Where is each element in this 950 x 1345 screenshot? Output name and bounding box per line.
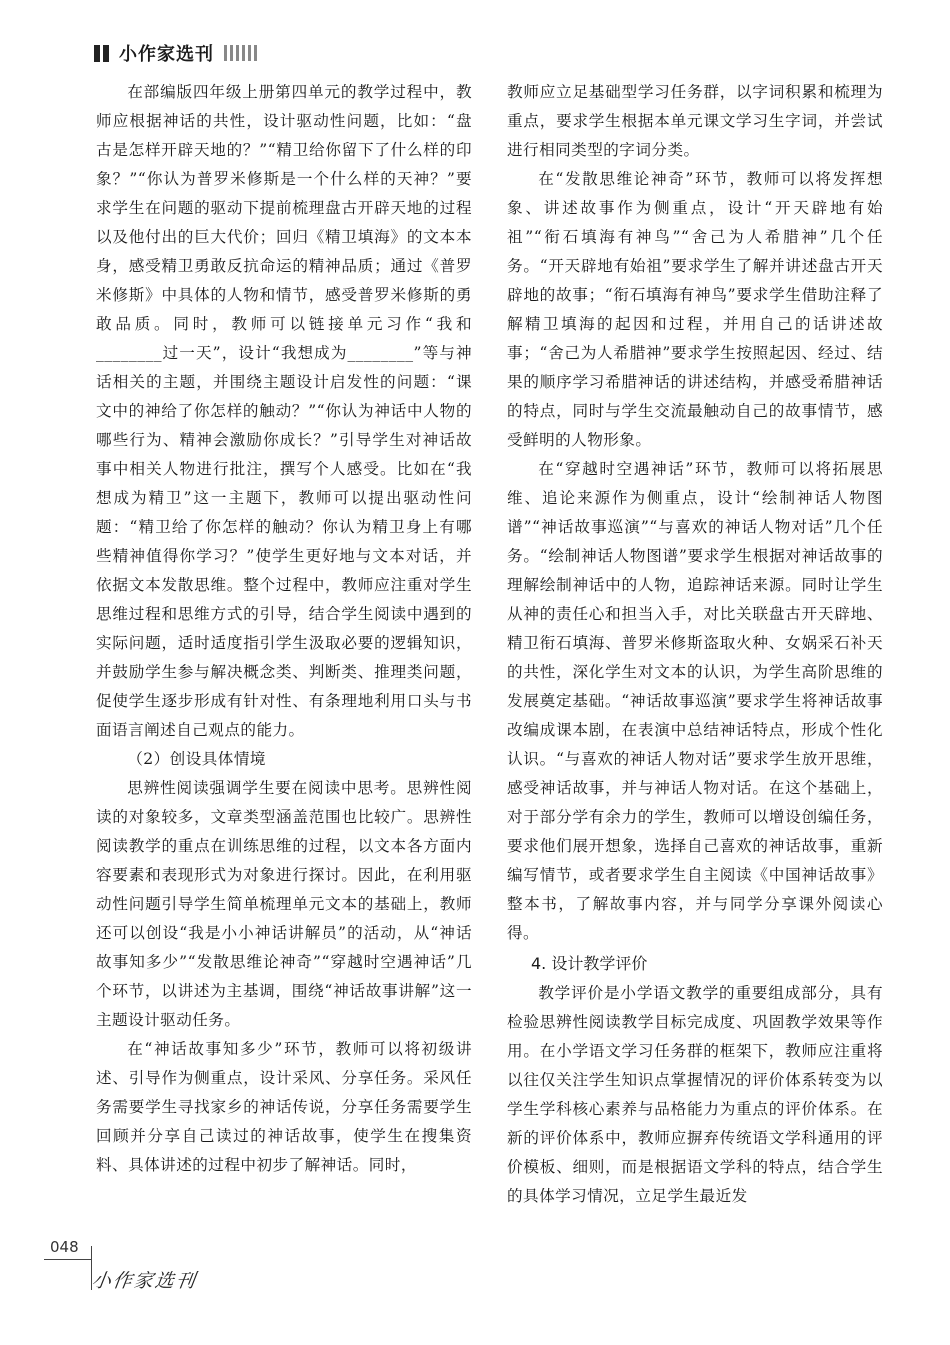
paragraph: 在“穿越时空遇神话”环节，教师可以将拓展思维、追论来源作为侧重点，设计“绘制神话人物图谱”“神话故事巡演”“与喜欢的神话人物对话”几个任务。“绘制神话人物图谱”要求学生根据对神话故事的理解绘制神话中的人物，追踪神话来源。同时让学生从神的责任心和担当入手，对比关联盘古开天辟地、精卫衔石填海、普罗米修斯盗取火种、女娲采石补天的共性，深化学生对文本的认识，为学生高阶思维的发展奠定基础。“神话故事巡演”要求学生将神话故事改编成课本剧，在表演中总结神话特点，形成个性化认识。“与喜欢的神话人物对话”要求学生放开思维，感受神话故事，并与神话人物对话。在这个基础上，对于部分学有余力的学生，教师可以增设创编任务，要求他们展开想象，选择自己喜欢的神话故事，重新编写情节，或者要求学生自主阅读《中国神话故事》整本书，了解故事内容，并与同学分享课外阅读心得。 xyxy=(507,460,883,942)
paragraph: 在“发散思维论神奇”环节，教师可以将发挥想象、讲述故事作为侧重点，设计“开天辟地有始祖”“衔石填海有神鸟”“舍己为人希腊神”几个任务。“开天辟地有始祖”要求学生了解并讲述盘古开天辟地的故事；“衔石填海有神鸟”要求学生借助注释了解精卫填海的起因和过程，并用自己的话讲述故事；“舍己为人希腊神”要求学生按照起因、经过、结果的顺序学习希腊神话的讲述结构，并感受希腊神话的特点，同时与学生交流最触动自己的故事情节，感受鲜明的人物形象。 xyxy=(507,170,883,449)
footer-rule xyxy=(44,1259,92,1260)
journal-title: 小作家选刊 xyxy=(119,44,214,65)
paragraph: 教师应立足基础型学习任务群，以字词积累和梳理为重点，要求学生根据本单元课文学习生字词，并尝试进行相同类型的字词分类。 xyxy=(507,83,883,159)
paragraph: 教学评价是小学语文教学的重要组成部分，具有检验思辨性阅读教学目标完成度、巩固教学效果等作用。在小学语文学习任务群的框架下，教师应注重将以往仅关注学生知识点掌握情况的评价体系转变为以学生学科核心素养与品格能力为重点的评价体系。在新的评价体系中，教师应摒弃传统语文学科通用的评价模板、细则，而是根据语文学科的特点，结合学生的具体学习情况，立足学生最近发 xyxy=(507,984,883,1205)
paragraph: 在“神话故事知多少”环节，教师可以将初级讲述、引导作为侧重点，设计采风、分享任务。采风任务需要学生寻找家乡的神话传说，分享任务需要学生回顾并分享自己读过的神话故事，使学生在搜集资料、具体讲述的过程中初步了解神话。同时， xyxy=(96,1040,472,1174)
section-heading: 4. 设计教学评价 xyxy=(531,954,648,973)
left-column xyxy=(96,78,472,1180)
subsection-heading: （2）创设具体情境 xyxy=(127,750,266,768)
paragraph: 在部编版四年级上册第四单元的教学过程中，教师应根据神话的共性，设计驱动性问题，比如：“盘古是怎样开辟天地的？”“精卫给你留下了什么样的印象？”“你认为普罗米修斯是一个什么样的天神？”要求学生在问题的驱动下提前梳理盘古开辟天地的过程以及他付出的巨大代价；回归《精卫填海》的文本本身，感受精卫勇敢反抗命运的精神品质；通过《普罗米修斯》中具体的人物和情节，感受普罗米修斯的勇敢品质。同时，教师可以链接单元习作“我和________过一天”，设计“我想成为________”等与神话相关的主题，并围绕主题设计启发性的问题：“课文中的神给了你怎样的触动？”“你认为神话中人物的哪些行为、精神会激励你成长？”引导学生对神话故事中相关人物进行批注，撰写个人感受。比如在“我想成为精卫”这一主题下，教师可以提出驱动性问题：“精卫给了你怎样的触动？你认为精卫身上有哪些精神值得你学习？”使学生更好地与文本对话，并依据文本发散思维。整个过程中，教师应注重对学生思维过程和思维方式的引导，结合学生阅读中遇到的实际问题，适时适度指引学生汲取必要的逻辑知识，并鼓励学生参与解决概念类、判断类、推理类问题，促使学生逐步形成有针对性、有条理地利用口头与书面语言阐述自己观点的能力。 xyxy=(96,83,472,739)
right-column xyxy=(507,78,883,1211)
header-bars-icon xyxy=(94,45,109,62)
paragraph: 思辨性阅读强调学生要在阅读中思考。思辨性阅读的对象较多，文章类型涵盖范围也比较广。思辨性阅读教学的重点在训练思维的过程，以文本各方面内容要素和表现形式为对象进行探讨。因此，在利用驱动性问题引导学生简单梳理单元文本的基础上，教师还可以创设“我是小小神话讲解员”的活动，从“神话故事知多少”“发散思维论神奇”“穿越时空遇神话”几个环节，以讲述为主基调，围绕“神话故事讲解”这一主题设计驱动任务。 xyxy=(96,779,472,1029)
header-stripes-icon xyxy=(224,45,257,61)
running-header xyxy=(94,38,257,68)
footer-logo: 小作家选刊 xyxy=(90,1270,199,1292)
page-number: 048 xyxy=(50,1238,79,1256)
